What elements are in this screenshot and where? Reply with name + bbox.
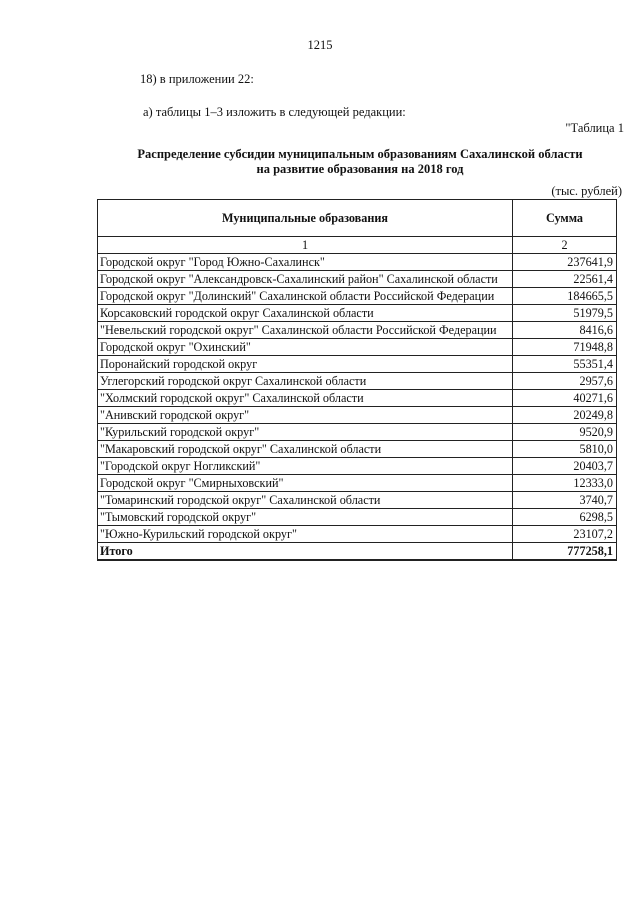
municipality-name: "Анивский городской округ" [98, 407, 513, 424]
table-row [98, 390, 617, 407]
table-row [98, 526, 617, 543]
table-row [98, 492, 617, 509]
municipality-name: Городской округ "Смирныховский" [98, 475, 513, 492]
subsidy-sum: 6298,5 [513, 509, 617, 526]
subsidy-sum: 71948,8 [513, 339, 617, 356]
total-row [98, 543, 617, 561]
table-row [98, 339, 617, 356]
table-row [98, 271, 617, 288]
subsidy-sum: 22561,4 [513, 271, 617, 288]
table-row [98, 322, 617, 339]
subsidy-sum: 2957,6 [513, 373, 617, 390]
municipality-name: "Городской округ Ногликский" [98, 458, 513, 475]
table-row [98, 424, 617, 441]
municipality-name: "Невельский городской округ" Сахалинской области Российской Федерации [98, 322, 513, 339]
header-sum: Сумма [513, 200, 617, 237]
column-number-2: 2 [513, 237, 617, 254]
table-row [98, 254, 617, 271]
subsidy-sum: 237641,9 [513, 254, 617, 271]
municipality-name: "Курильский городской округ" [98, 424, 513, 441]
municipality-name: Городской округ "Охинский" [98, 339, 513, 356]
subsidy-sum: 20249,8 [513, 407, 617, 424]
subsidy-sum: 3740,7 [513, 492, 617, 509]
subsidies-table [97, 199, 617, 561]
subsidy-sum: 51979,5 [513, 305, 617, 322]
municipality-name: Углегорский городской округ Сахалинской области [98, 373, 513, 390]
municipality-name: "Макаровский городской округ" Сахалинской области [98, 441, 513, 458]
subsidy-sum: 12333,0 [513, 475, 617, 492]
municipality-name: Корсаковский городской округ Сахалинской области [98, 305, 513, 322]
municipality-name: "Томаринский городской округ" Сахалинской области [98, 492, 513, 509]
units-label: (тыс. рублей) [551, 184, 622, 198]
subsidy-sum: 9520,9 [513, 424, 617, 441]
document-title [60, 147, 640, 177]
municipality-name: Городской округ "Долинский" Сахалинской области Российской Федерации [98, 288, 513, 305]
title-line-2: на развитие образования на 2018 год [256, 162, 464, 176]
total-label: Итого [98, 543, 513, 561]
subsidy-sum: 40271,6 [513, 390, 617, 407]
table-row [98, 407, 617, 424]
table-header-row [98, 200, 617, 237]
table-row [98, 458, 617, 475]
table-row [98, 356, 617, 373]
subsidy-sum: 55351,4 [513, 356, 617, 373]
subsidy-sum: 5810,0 [513, 441, 617, 458]
column-number-1: 1 [98, 237, 513, 254]
paragraph-a: а) таблицы 1–3 изложить в следующей редакции: [143, 105, 406, 119]
subsidy-sum: 8416,6 [513, 322, 617, 339]
table-row [98, 373, 617, 390]
table-row [98, 441, 617, 458]
table-row [98, 475, 617, 492]
table-row [98, 288, 617, 305]
subsidy-sum: 184665,5 [513, 288, 617, 305]
municipality-name: Городской округ "Александровск-Сахалинский район" Сахалинской области [98, 271, 513, 288]
subsidy-sum: 23107,2 [513, 526, 617, 543]
page-number: 1215 [307, 38, 333, 52]
title-line-1: Распределение субсидии муниципальным образованиям Сахалинской области [137, 147, 583, 161]
header-municipalities: Муниципальные образования [98, 200, 513, 237]
municipality-name: "Холмский городской округ" Сахалинской области [98, 390, 513, 407]
table-row [98, 305, 617, 322]
table-row [98, 509, 617, 526]
municipality-name: Поронайский городской округ [98, 356, 513, 373]
table-label: "Таблица 1 [565, 121, 624, 135]
municipality-name: Городской округ "Город Южно-Сахалинск" [98, 254, 513, 271]
paragraph-18: 18) в приложении 22: [140, 72, 254, 86]
total-sum: 777258,1 [513, 543, 617, 561]
municipality-name: "Южно-Курильский городской округ" [98, 526, 513, 543]
subsidy-sum: 20403,7 [513, 458, 617, 475]
municipality-name: "Тымовский городской округ" [98, 509, 513, 526]
column-number-row [98, 237, 617, 254]
